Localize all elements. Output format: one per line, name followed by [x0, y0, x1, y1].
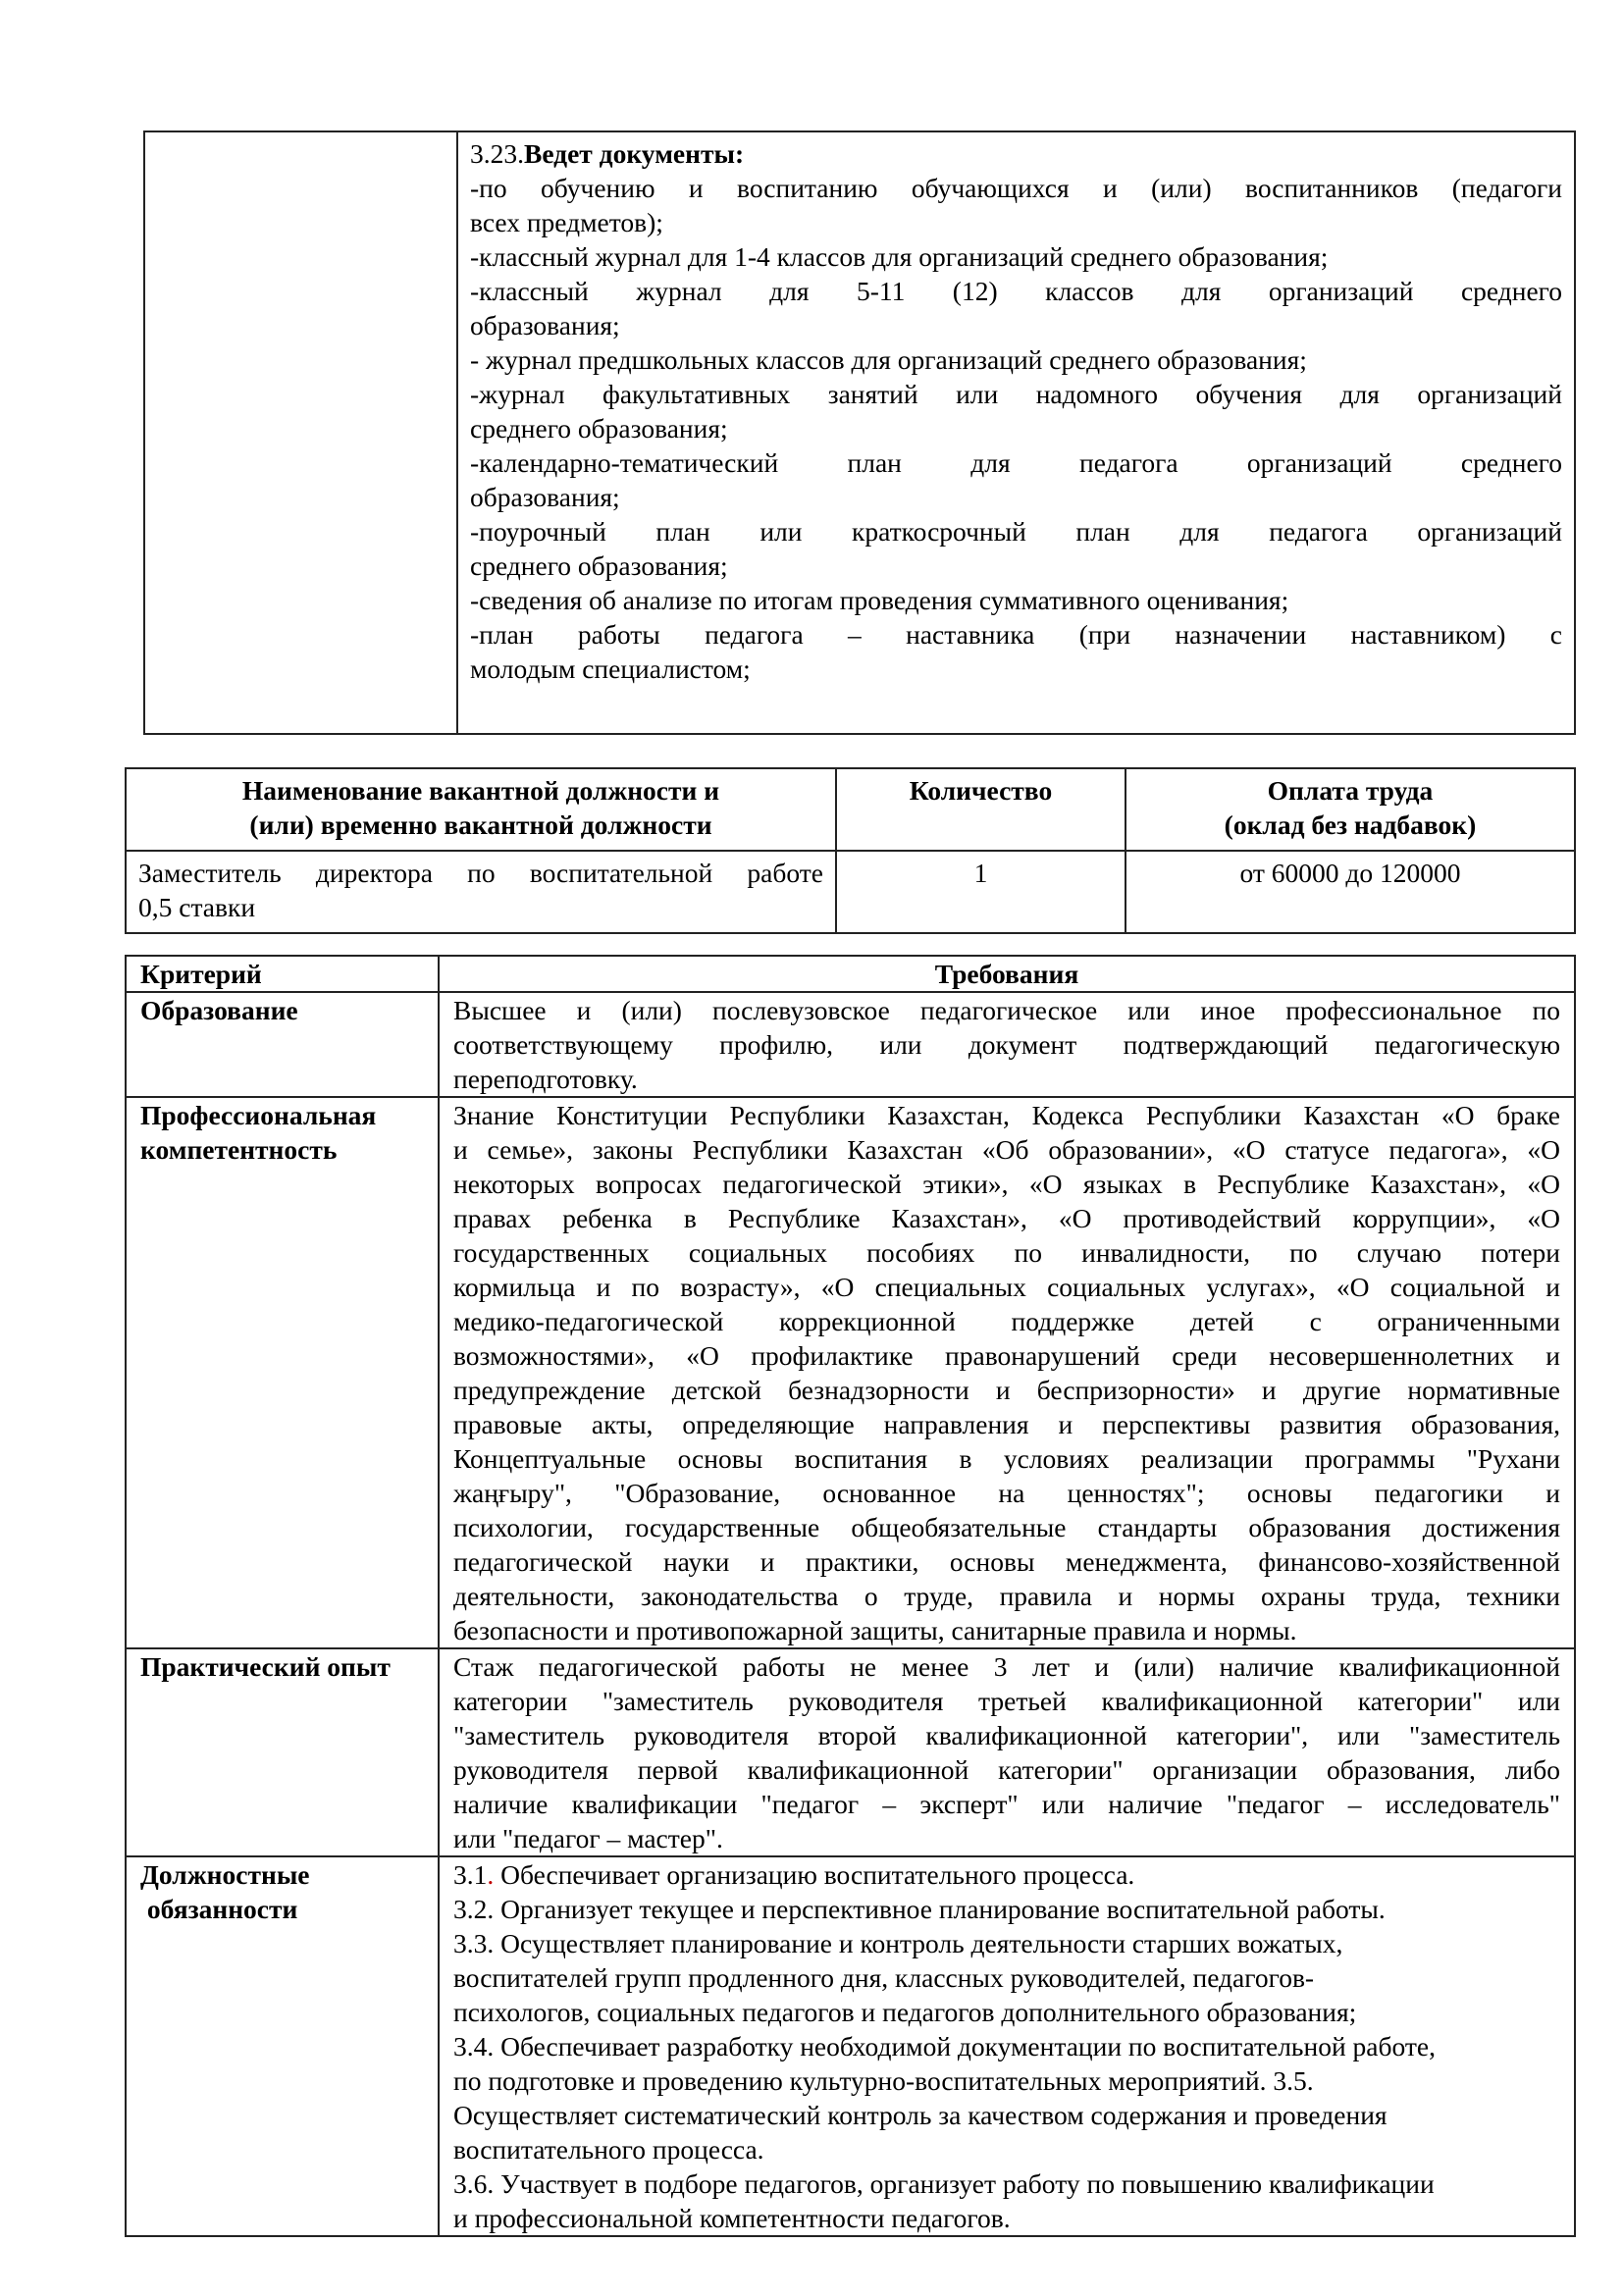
education-row	[126, 992, 1575, 1097]
competence-requirements	[439, 1097, 1575, 1648]
requirement-line: наличие квалификации "педагог – эксперт" или наличие "педагог – исследователь"	[453, 1789, 1560, 1819]
duty-number: 3.1	[453, 1859, 488, 1890]
requirements-header: Требования	[439, 956, 1575, 992]
requirement-line: правах ребенка в Республике Казахстан», «О противодействий коррупции», «О	[453, 1203, 1560, 1233]
duty-text: Обеспечивает организацию воспитательного процесса.	[494, 1859, 1135, 1890]
duty-heading	[470, 136, 1562, 171]
duty-heading-number: 3.23.	[470, 138, 524, 169]
requirement-line: правовые акты, определяющие направления и перспективы развития образования,	[453, 1409, 1560, 1439]
duty-line: и профессиональной компетентности педагогов.	[453, 2203, 1011, 2233]
duty-3-1	[453, 1857, 1560, 1892]
requirement-line: педагогической науки и практики, основы менеджмента, финансово-хозяйственной	[453, 1546, 1560, 1577]
education-requirements	[439, 992, 1575, 1097]
requirement-line: "заместитель руководителя второй квалификационной категории", или "заместитель	[453, 1720, 1560, 1750]
position-header	[126, 768, 836, 851]
requirement-line: государственных социальных пособиях по инвалидности, по случаю потери	[453, 1237, 1560, 1268]
duty-item-line: -план работы педагога – наставника (при назначении наставником) с	[470, 619, 1562, 650]
salary-header	[1126, 768, 1575, 851]
requirement-line: Знание Конституции Республики Казахстан, Кодекса Республики Казахстан «О браке	[453, 1100, 1560, 1130]
duty-line: воспитателей групп продленного дня, классных руководителей, педагогов-	[453, 1962, 1315, 1993]
duties-continued-cell	[457, 131, 1575, 734]
salary-header-line: (оклад без надбавок)	[1224, 809, 1477, 840]
duty-item-line: среднего образования;	[470, 413, 728, 444]
position-header-line: (или) временно вакантной должности	[249, 809, 712, 840]
position-header-line: Наименование вакантной должности и	[241, 775, 720, 806]
requirement-line: категории "заместитель руководителя третьей квалификационной категории" или	[453, 1686, 1560, 1716]
vacancy-header-row	[126, 768, 1575, 851]
duty-item-line: образования;	[470, 482, 620, 512]
duties-requirements	[439, 1856, 1575, 2236]
duty-item-line: среднего образования;	[470, 550, 728, 581]
duty-item-line: - журнал предшкольных классов для организаций среднего образования;	[470, 344, 1307, 375]
vacancy-table	[125, 767, 1576, 934]
experience-requirements	[439, 1648, 1575, 1856]
position-line: Заместитель директора по воспитательной работе	[138, 858, 823, 888]
duty-item-line: -классный журнал для 5-11 (12) классов для организаций среднего	[470, 276, 1562, 306]
duty-line: Осуществляет систематический контроль за качеством содержания и проведения	[453, 2100, 1387, 2130]
duties-criterion	[126, 1856, 439, 2236]
requirement-line: руководителя первой квалификационной категории" организации образования, либо	[453, 1754, 1560, 1785]
empty-criterion-cell	[144, 131, 457, 734]
duty-line: воспитательного процесса.	[453, 2134, 764, 2165]
requirement-line: возможностями», «О профилактике правонарушений среди несовершеннолетних и	[453, 1340, 1560, 1371]
duty-line: по подготовке и проведению культурно-воспитательных мероприятий. 3.5.	[453, 2065, 1314, 2096]
position-line: 0,5 ставки	[138, 892, 256, 922]
criterion-header: Критерий	[126, 956, 439, 992]
duty-item-line: образования;	[470, 310, 620, 340]
duty-item-line: -календарно-тематический план для педагога организаций среднего	[470, 447, 1562, 478]
education-criterion: Образование	[126, 992, 439, 1097]
requirement-line: Концептуальные основы воспитания в условиях реализации программы "Рухани	[453, 1443, 1560, 1474]
requirements-header-row	[126, 956, 1575, 992]
duty-item-line: -сведения об анализе по итогам проведения суммативного оценивания;	[470, 585, 1289, 615]
requirement-line: кормильца и по возрасту», «О специальных социальных услугах», «О социальной и	[453, 1272, 1560, 1302]
duty-item-line: -классный журнал для 1-4 классов для организаций среднего образования;	[470, 241, 1329, 272]
duties-continued-table	[143, 130, 1576, 735]
competence-row	[126, 1097, 1575, 1648]
duty-line: 3.2. Организует текущее и перспективное планирование воспитательной работы.	[453, 1894, 1386, 1924]
criterion-line: обязанности	[140, 1894, 298, 1924]
duty-item-line: молодым специалистом;	[470, 653, 751, 684]
quantity-cell: 1	[836, 851, 1126, 933]
duty-item-line: -поурочный план или краткосрочный план для педагога организаций	[470, 516, 1562, 547]
requirement-line: и семье», законы Республики Казахстан «Об образовании», «О статусе педагога», «О	[453, 1134, 1560, 1165]
requirement-line: предупреждение детской безнадзорности и беспризорности» и другие нормативные	[453, 1375, 1560, 1405]
requirement-line: соответствующему профилю, или документ подтверждающий педагогическую	[453, 1029, 1560, 1060]
requirement-line: Высшее и (или) послевузовское педагогическое или иное профессиональное по	[453, 995, 1560, 1025]
experience-row	[126, 1648, 1575, 1856]
duty-number-dot: .	[487, 1859, 495, 1890]
duty-line: 3.3. Осуществляет планирование и контроль деятельности старших вожатых,	[453, 1928, 1343, 1958]
duty-line: 3.6. Участвует в подборе педагогов, организует работу по повышению квалификации	[453, 2168, 1435, 2199]
requirement-line: некоторых вопросах педагогической этики», «О языках в Республике Казахстан», «О	[453, 1169, 1560, 1199]
duties-row	[126, 1856, 1575, 2236]
criterion-line: компетентность	[140, 1134, 338, 1165]
requirement-line: деятельности, законодательства о труде, правила и нормы охраны труда, техники	[453, 1581, 1560, 1611]
requirement-line: или "педагог – мастер".	[453, 1823, 723, 1853]
requirement-line: безопасности и противопожарной защиты, санитарные правила и нормы.	[453, 1615, 1297, 1645]
criterion-line: Профессиональная	[140, 1100, 377, 1130]
salary-cell: от 60000 до 120000	[1126, 851, 1575, 933]
position-cell	[126, 851, 836, 933]
requirement-line: переподготовку.	[453, 1064, 638, 1094]
requirement-line: психологии, государственные общеобязательные стандарты образования достижения	[453, 1512, 1560, 1542]
duty-line: психологов, социальных педагогов и педагогов дополнительного образования;	[453, 1997, 1357, 2027]
competence-criterion	[126, 1097, 439, 1648]
duty-item-line: -по обучению и воспитанию обучающихся и (или) воспитанников (педагоги	[470, 173, 1562, 203]
duty-heading-title: Ведет документы:	[524, 138, 745, 169]
experience-criterion: Практический опыт	[126, 1648, 439, 1856]
vacancy-row	[126, 851, 1575, 933]
duty-line: 3.4. Обеспечивает разработку необходимой документации по воспитательной работе,	[453, 2031, 1436, 2061]
salary-header-line: Оплата труда	[1267, 775, 1434, 806]
duty-item-line: всех предметов);	[470, 207, 663, 237]
requirement-line: Стаж педагогической работы не менее 3 лет и (или) наличие квалификационной	[453, 1651, 1560, 1682]
requirement-line: медико-педагогической коррекционной поддержке детей с ограниченными	[453, 1306, 1560, 1336]
criterion-line: Должностные	[140, 1859, 310, 1890]
requirements-table	[125, 955, 1576, 2237]
duty-item-line: -журнал факультативных занятий или надомного обучения для организаций	[470, 379, 1562, 409]
duties-continued-row	[144, 131, 1575, 734]
quantity-header: Количество	[836, 768, 1126, 851]
requirement-line: жаңғыру", "Образование, основанное на ценностях"; основы педагогики и	[453, 1478, 1560, 1508]
